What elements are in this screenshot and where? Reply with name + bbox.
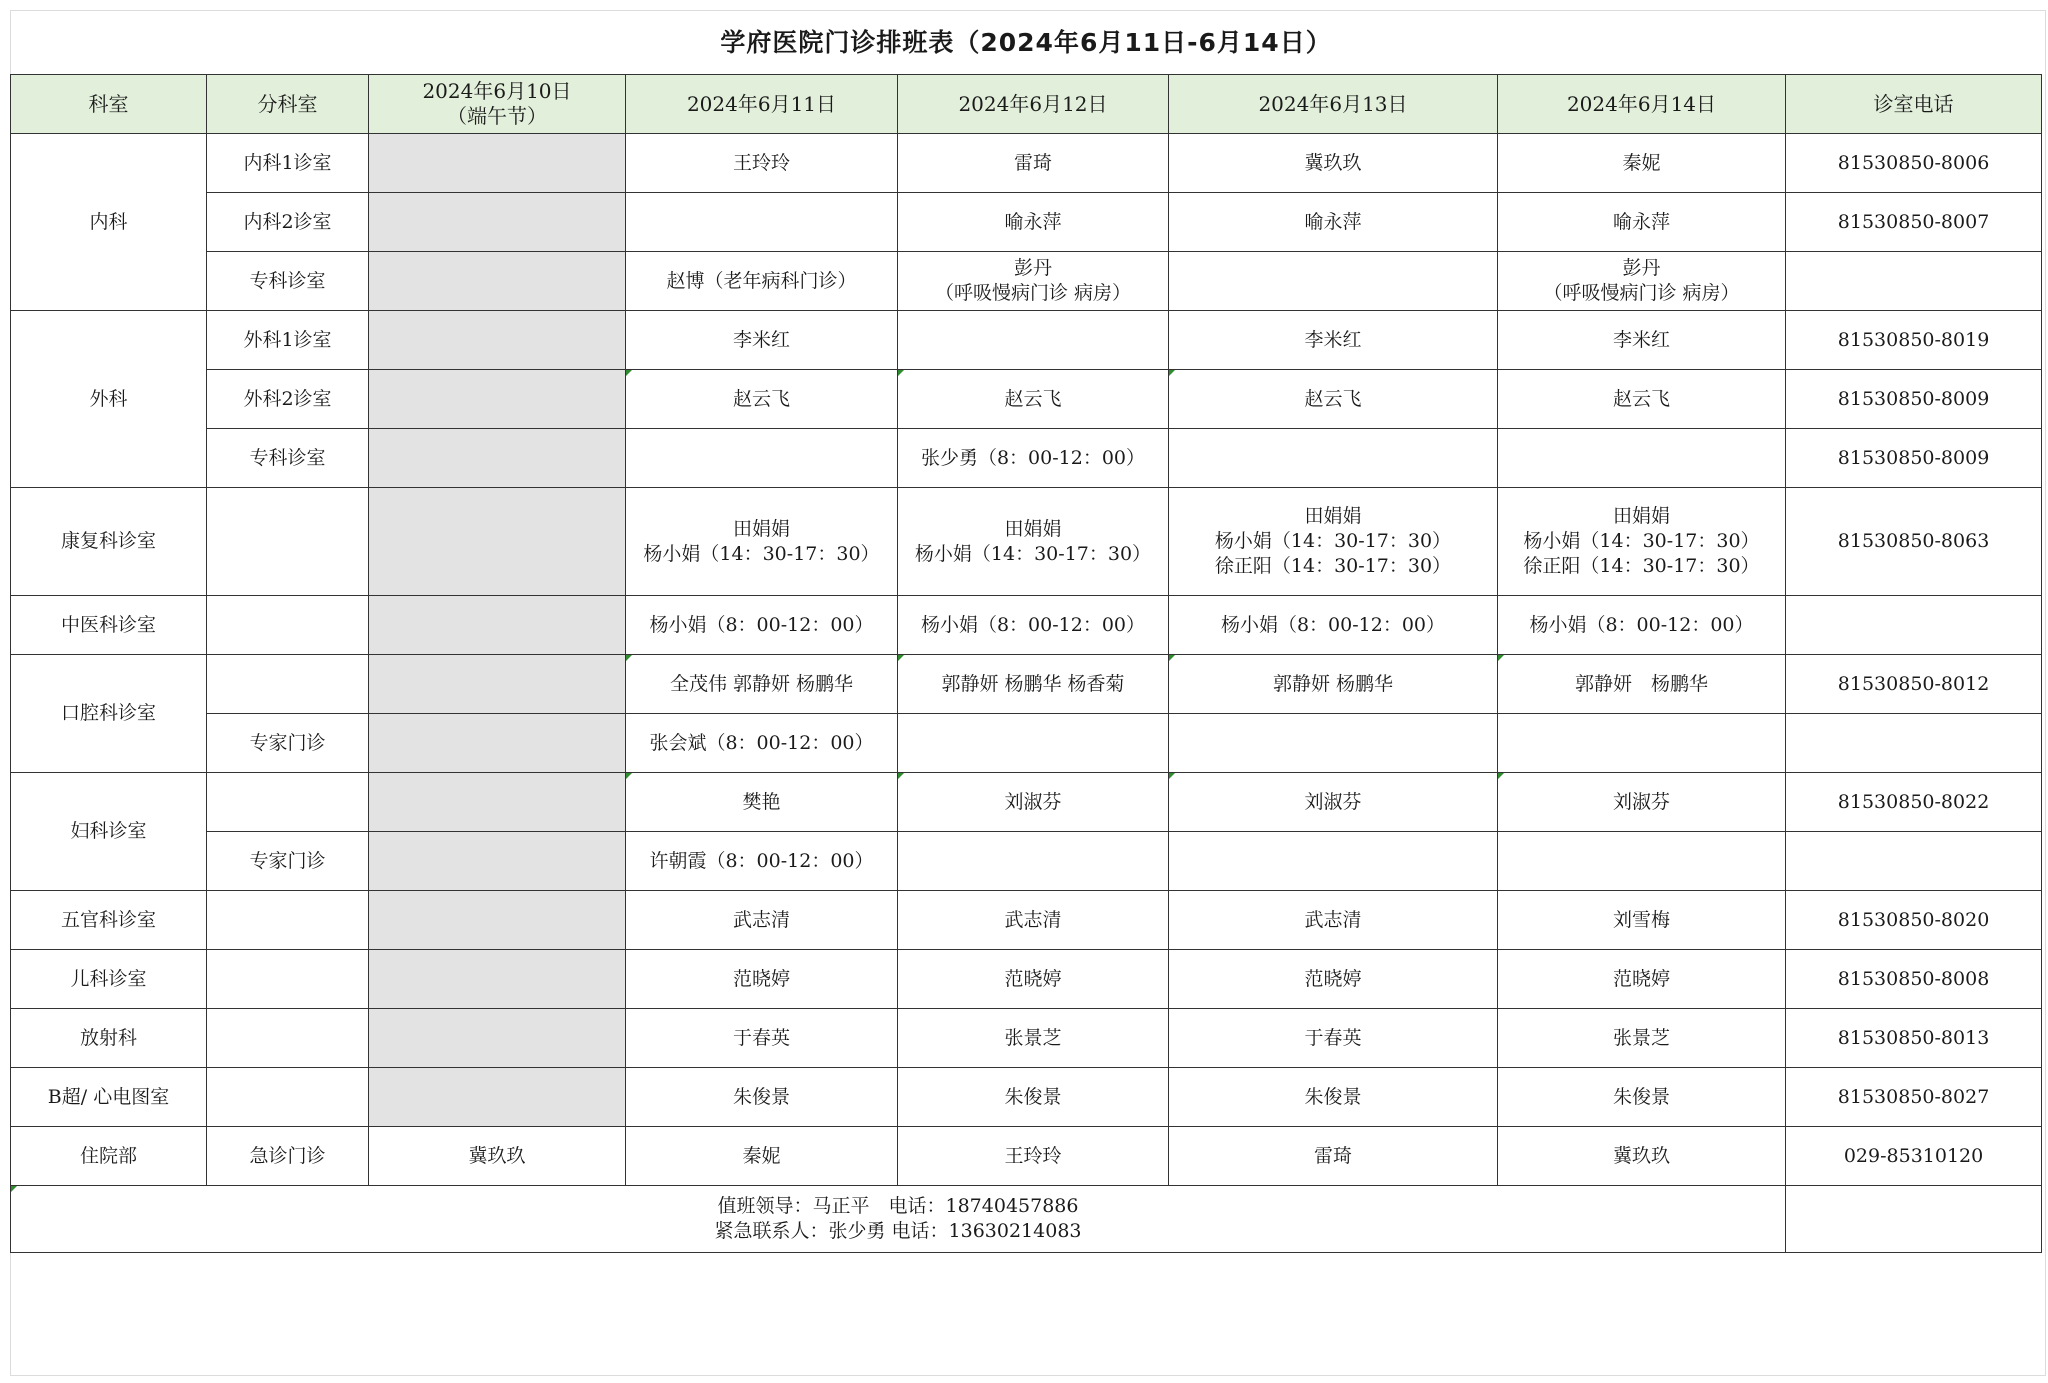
holiday-cell bbox=[369, 596, 626, 655]
phone-cell: 81530850-8027 bbox=[1786, 1068, 2042, 1127]
shift-cell: 杨小娟（8：00-12：00） bbox=[626, 596, 898, 655]
shift-cell: 李米红 bbox=[1498, 311, 1786, 370]
shift-name: 杨小娟（14：30-17：30） bbox=[914, 542, 1152, 565]
shift-cell: 范晓婷 bbox=[626, 950, 898, 1009]
shift-cell: 赵博（老年病科门诊） bbox=[626, 252, 898, 311]
subdept-cell: 急诊门诊 bbox=[207, 1127, 369, 1186]
shift-name: 田娟娟 bbox=[732, 517, 790, 540]
shift-cell bbox=[1498, 429, 1786, 488]
subdept-cell bbox=[207, 596, 369, 655]
table-row bbox=[11, 311, 2042, 370]
shift-cell: 秦妮 bbox=[1498, 134, 1786, 193]
phone-cell: 81530850-8009 bbox=[1786, 429, 2042, 488]
shift-cell bbox=[898, 488, 1169, 596]
phone-cell: 81530850-8008 bbox=[1786, 950, 2042, 1009]
shift-cell: 喻永萍 bbox=[898, 193, 1169, 252]
header-date-0611: 2024年6月11日 bbox=[626, 75, 898, 134]
shift-cell: 喻永萍 bbox=[1498, 193, 1786, 252]
shift-name: 田娟娟 bbox=[1304, 505, 1362, 527]
table-row bbox=[11, 1127, 2042, 1186]
dept-cell: 口腔科诊室 bbox=[11, 655, 207, 773]
header-date-0610-label: 2024年6月10日 bbox=[422, 79, 572, 103]
shift-cell bbox=[1498, 655, 1786, 714]
shift-cell bbox=[626, 773, 898, 832]
holiday-cell bbox=[369, 311, 626, 370]
comment-marker-icon bbox=[626, 773, 632, 779]
shift-name: 樊艳 bbox=[742, 790, 781, 813]
shift-cell: 张景芝 bbox=[898, 1009, 1169, 1068]
shift-cell bbox=[1169, 832, 1498, 891]
header-dept: 科室 bbox=[11, 75, 207, 134]
shift-name: 赵云飞 bbox=[1004, 387, 1062, 410]
shift-name: 彭丹 bbox=[1013, 257, 1052, 279]
comment-marker-icon bbox=[626, 655, 632, 661]
holiday-cell bbox=[369, 950, 626, 1009]
shift-cell: 冀玖玖 bbox=[1498, 1127, 1786, 1186]
shift-cell: 雷琦 bbox=[1169, 1127, 1498, 1186]
footer-row bbox=[11, 1186, 2042, 1253]
table-row bbox=[11, 134, 2042, 193]
shift-cell bbox=[626, 429, 898, 488]
table-row bbox=[11, 832, 2042, 891]
phone-cell: 81530850-8009 bbox=[1786, 370, 2042, 429]
shift-name: 郭静妍 杨鹏华 bbox=[1272, 672, 1394, 695]
shift-name: 刘淑芬 bbox=[1304, 790, 1362, 813]
dept-cell: 放射科 bbox=[11, 1009, 207, 1068]
shift-name: 郭静妍 杨鹏华 杨香菊 bbox=[941, 672, 1125, 695]
shift-cell: 喻永萍 bbox=[1169, 193, 1498, 252]
shift-cell bbox=[898, 252, 1169, 311]
header-date-0610 bbox=[369, 75, 626, 134]
holiday-cell bbox=[369, 655, 626, 714]
phone-cell bbox=[1786, 832, 2042, 891]
table-row bbox=[11, 488, 2042, 596]
shift-cell bbox=[1498, 488, 1786, 596]
phone-cell bbox=[1786, 714, 2042, 773]
holiday-cell bbox=[369, 252, 626, 311]
shift-cell bbox=[898, 773, 1169, 832]
shift-name: 田娟娟 bbox=[1612, 505, 1670, 527]
dept-cell: 住院部 bbox=[11, 1127, 207, 1186]
shift-name: 徐正阳（14：30-17：30） bbox=[1523, 555, 1760, 577]
shift-cell: 李米红 bbox=[1169, 311, 1498, 370]
dept-cell: 妇科诊室 bbox=[11, 773, 207, 891]
shift-cell bbox=[1169, 655, 1498, 714]
subdept-cell bbox=[207, 1009, 369, 1068]
subdept-cell: 专家门诊 bbox=[207, 714, 369, 773]
shift-cell bbox=[1169, 429, 1498, 488]
phone-cell bbox=[1786, 252, 2042, 311]
shift-cell: 朱俊景 bbox=[898, 1068, 1169, 1127]
holiday-cell bbox=[369, 773, 626, 832]
shift-cell: 张少勇（8：00-12：00） bbox=[898, 429, 1169, 488]
dept-cell: 康复科诊室 bbox=[11, 488, 207, 596]
shift-name: 刘淑芬 bbox=[1004, 790, 1062, 813]
schedule-title: 学府医院门诊排班表（2024年6月11日-6月14日） bbox=[720, 27, 1332, 57]
shift-cell bbox=[898, 370, 1169, 429]
table-row bbox=[11, 773, 2042, 832]
holiday-cell bbox=[369, 370, 626, 429]
shift-cell: 于春英 bbox=[1169, 1009, 1498, 1068]
shift-cell: 武志清 bbox=[1169, 891, 1498, 950]
shift-cell bbox=[898, 832, 1169, 891]
shift-cell: 张会斌（8：00-12：00） bbox=[626, 714, 898, 773]
shift-name: 徐正阳（14：30-17：30） bbox=[1214, 555, 1452, 577]
shift-name: 田娟娟 bbox=[1004, 517, 1062, 540]
comment-marker-icon bbox=[898, 655, 904, 661]
shift-cell bbox=[626, 193, 898, 252]
shift-cell: 刘雪梅 bbox=[1498, 891, 1786, 950]
shift-cell: 范晓婷 bbox=[1498, 950, 1786, 1009]
phone-cell: 81530850-8022 bbox=[1786, 773, 2042, 832]
holiday-cell bbox=[369, 1009, 626, 1068]
dept-cell: 儿科诊室 bbox=[11, 950, 207, 1009]
header-date-0612: 2024年6月12日 bbox=[898, 75, 1169, 134]
shift-name: 杨小娟（14：30-17：30） bbox=[643, 542, 880, 565]
table-row bbox=[11, 370, 2042, 429]
holiday-cell bbox=[369, 1068, 626, 1127]
dept-cell: 外科 bbox=[11, 311, 207, 488]
shift-cell bbox=[1169, 773, 1498, 832]
dept-cell: 内科 bbox=[11, 134, 207, 311]
phone-cell: 81530850-8013 bbox=[1786, 1009, 2042, 1068]
table-row bbox=[11, 252, 2042, 311]
shift-cell bbox=[1169, 370, 1498, 429]
shift-cell bbox=[1498, 714, 1786, 773]
table-row bbox=[11, 596, 2042, 655]
shift-cell: 张景芝 bbox=[1498, 1009, 1786, 1068]
shift-cell bbox=[898, 311, 1169, 370]
header-holiday-note: （端午节） bbox=[447, 104, 547, 128]
subdept-cell: 专科诊室 bbox=[207, 429, 369, 488]
holiday-cell bbox=[369, 714, 626, 773]
shift-cell: 朱俊景 bbox=[626, 1068, 898, 1127]
holiday-cell bbox=[369, 832, 626, 891]
shift-name: 赵云飞 bbox=[1304, 387, 1362, 410]
shift-name: 赵云飞 bbox=[732, 387, 790, 410]
holiday-cell bbox=[369, 134, 626, 193]
emergency-contact-text: 紧急联系人：张少勇 电话：13630214083 bbox=[714, 1220, 1082, 1242]
subdept-cell bbox=[207, 1068, 369, 1127]
shift-cell bbox=[1498, 252, 1786, 311]
holiday-cell bbox=[369, 429, 626, 488]
phone-cell: 029-85310120 bbox=[1786, 1127, 2042, 1186]
duty-contacts-cell bbox=[11, 1186, 1786, 1253]
comment-marker-icon bbox=[1169, 370, 1175, 376]
comment-marker-icon bbox=[1169, 655, 1175, 661]
shift-cell: 武志清 bbox=[898, 891, 1169, 950]
table-row bbox=[11, 714, 2042, 773]
dept-cell: 五官科诊室 bbox=[11, 891, 207, 950]
subdept-cell: 专家门诊 bbox=[207, 832, 369, 891]
table-row bbox=[11, 1068, 2042, 1127]
table-row bbox=[11, 950, 2042, 1009]
phone-cell: 81530850-8007 bbox=[1786, 193, 2042, 252]
shift-name: 全茂伟 郭静妍 杨鹏华 bbox=[669, 672, 854, 695]
subdept-cell: 内科1诊室 bbox=[207, 134, 369, 193]
shift-note: （呼吸慢病门诊 病房） bbox=[1543, 282, 1740, 304]
shift-cell: 李米红 bbox=[626, 311, 898, 370]
shift-cell bbox=[1169, 488, 1498, 596]
header-subdept: 分科室 bbox=[207, 75, 369, 134]
shift-cell: 杨小娟（8：00-12：00） bbox=[1498, 596, 1786, 655]
subdept-cell bbox=[207, 655, 369, 714]
subdept-cell bbox=[207, 773, 369, 832]
phone-cell: 81530850-8063 bbox=[1786, 488, 2042, 596]
shift-cell: 朱俊景 bbox=[1498, 1068, 1786, 1127]
comment-marker-icon bbox=[898, 773, 904, 779]
shift-cell bbox=[626, 370, 898, 429]
shift-name: 刘淑芬 bbox=[1612, 790, 1670, 813]
shift-cell: 冀玖玖 bbox=[369, 1127, 626, 1186]
comment-marker-icon bbox=[11, 1186, 17, 1192]
shift-cell: 于春英 bbox=[626, 1009, 898, 1068]
shift-cell bbox=[1498, 773, 1786, 832]
shift-cell: 王玲玲 bbox=[898, 1127, 1169, 1186]
shift-cell bbox=[1169, 252, 1498, 311]
table-row bbox=[11, 655, 2042, 714]
shift-cell bbox=[898, 714, 1169, 773]
table-row bbox=[11, 193, 2042, 252]
phone-cell: 81530850-8019 bbox=[1786, 311, 2042, 370]
shift-cell: 冀玖玖 bbox=[1169, 134, 1498, 193]
shift-cell bbox=[626, 655, 898, 714]
shift-cell bbox=[1498, 832, 1786, 891]
subdept-cell: 外科2诊室 bbox=[207, 370, 369, 429]
shift-cell: 武志清 bbox=[626, 891, 898, 950]
header-date-0614: 2024年6月14日 bbox=[1498, 75, 1786, 134]
table-row bbox=[11, 891, 2042, 950]
shift-name: 郭静妍 杨鹏华 bbox=[1574, 672, 1708, 695]
shift-name: 杨小娟（14：30-17：30） bbox=[1523, 530, 1760, 552]
subdept-cell bbox=[207, 891, 369, 950]
holiday-cell bbox=[369, 891, 626, 950]
header-row bbox=[11, 75, 2042, 134]
holiday-cell bbox=[369, 193, 626, 252]
phone-cell bbox=[1786, 596, 2042, 655]
subdept-cell bbox=[207, 488, 369, 596]
shift-cell: 范晓婷 bbox=[1169, 950, 1498, 1009]
shift-cell: 赵云飞 bbox=[1498, 370, 1786, 429]
shift-cell: 秦妮 bbox=[626, 1127, 898, 1186]
comment-marker-icon bbox=[1498, 655, 1504, 661]
shift-cell: 杨小娟（8：00-12：00） bbox=[1169, 596, 1498, 655]
comment-marker-icon bbox=[626, 370, 632, 376]
shift-cell bbox=[898, 655, 1169, 714]
holiday-cell bbox=[369, 488, 626, 596]
phone-cell: 81530850-8012 bbox=[1786, 655, 2042, 714]
shift-note: （呼吸慢病门诊 病房） bbox=[934, 282, 1132, 304]
duty-leader-text: 值班领导：马正平 电话：18740457886 bbox=[717, 1195, 1079, 1217]
header-date-0613: 2024年6月13日 bbox=[1169, 75, 1498, 134]
shift-name: 杨小娟（14：30-17：30） bbox=[1214, 530, 1452, 552]
comment-marker-icon bbox=[1498, 773, 1504, 779]
dept-cell: B超/ 心电图室 bbox=[11, 1068, 207, 1127]
subdept-cell: 内科2诊室 bbox=[207, 193, 369, 252]
subdept-cell: 专科诊室 bbox=[207, 252, 369, 311]
table-row bbox=[11, 1009, 2042, 1068]
phone-cell: 81530850-8020 bbox=[1786, 891, 2042, 950]
comment-marker-icon bbox=[898, 370, 904, 376]
subdept-cell bbox=[207, 950, 369, 1009]
schedule-table bbox=[10, 10, 2042, 1253]
shift-cell: 范晓婷 bbox=[898, 950, 1169, 1009]
subdept-cell: 外科1诊室 bbox=[207, 311, 369, 370]
dept-cell: 中医科诊室 bbox=[11, 596, 207, 655]
shift-cell: 王玲玲 bbox=[626, 134, 898, 193]
shift-cell: 朱俊景 bbox=[1169, 1068, 1498, 1127]
shift-cell bbox=[1169, 714, 1498, 773]
phone-cell: 81530850-8006 bbox=[1786, 134, 2042, 193]
shift-cell: 杨小娟（8：00-12：00） bbox=[898, 596, 1169, 655]
phone-cell bbox=[1786, 1186, 2042, 1253]
shift-cell bbox=[626, 488, 898, 596]
shift-cell: 许朝霞（8：00-12：00） bbox=[626, 832, 898, 891]
comment-marker-icon bbox=[1169, 773, 1175, 779]
shift-name: 彭丹 bbox=[1622, 257, 1661, 279]
shift-cell: 雷琦 bbox=[898, 134, 1169, 193]
table-row bbox=[11, 429, 2042, 488]
header-phone: 诊室电话 bbox=[1786, 75, 2042, 134]
